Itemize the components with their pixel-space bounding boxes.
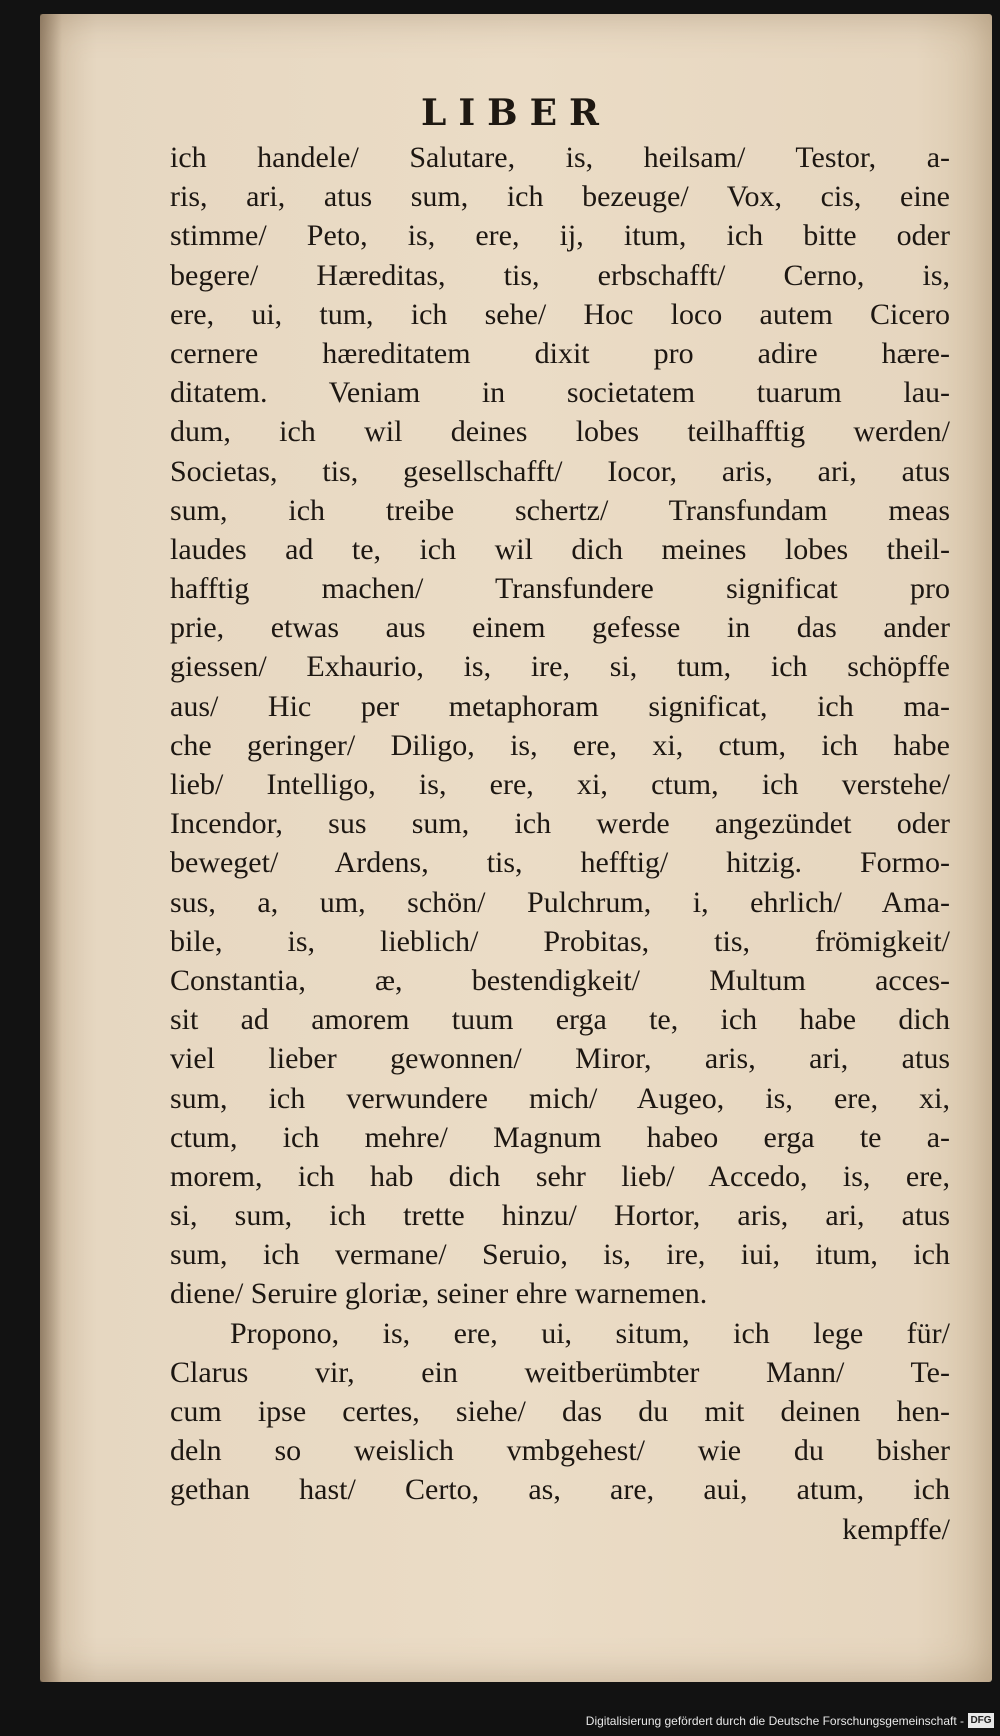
text-line: beweget/ Ardens, tis, hefftig/ hitzig. Formo- [170, 846, 950, 880]
text-block [170, 138, 950, 1549]
text-line: Societas, tis, gesellschafft/ Iocor, aris, ari, atus [170, 454, 950, 488]
text-line: Clarus vir, ein weitberümbter Mann/ Te- [170, 1355, 950, 1389]
text-line: sum, ich treibe schertz/ Transfundam meas [170, 493, 950, 527]
text-line: ditatem. Veniam in societatem tuarum lau- [170, 376, 950, 410]
text-line-paragraph-start: Propono, is, ere, ui, situm, ich lege für/ [230, 1316, 950, 1350]
text-line: begere/ Hæreditas, tis, erbschafft/ Cerno, is, [170, 258, 950, 292]
text-line: Incendor, sus sum, ich werde angezündet oder [170, 807, 950, 841]
text-line: ctum, ich mehre/ Magnum habeo erga te a- [170, 1120, 950, 1154]
text-line: cum ipse certes, siehe/ das du mit deinen hen- [170, 1395, 950, 1428]
text-line: ere, ui, tum, ich sehe/ Hoc loco autem Cicero [170, 297, 950, 331]
text-line: prie, etwas aus einem gefesse in das ander [170, 611, 950, 645]
text-line: stimme/ Peto, is, ere, ij, itum, ich bitte oder [170, 219, 950, 253]
text-line: che geringer/ Diligo, is, ere, xi, ctum, ich habe [170, 728, 950, 762]
running-head: LIBER [421, 92, 611, 134]
text-line: lieb/ Intelligo, is, ere, xi, ctum, ich verstehe/ [170, 768, 950, 801]
text-line: ich handele/ Salutare, is, heilsam/ Testor, a- [170, 141, 950, 174]
text-line: dum, ich wil deines lobes teilhafftig werden/ [170, 415, 950, 449]
text-line: si, sum, ich trette hinzu/ Hortor, aris, ari, atus [170, 1199, 950, 1233]
text-line: bile, is, lieblich/ Probitas, tis, frömigkeit/ [170, 924, 950, 958]
text-line: hafftig machen/ Transfundere significat pro [170, 572, 950, 606]
text-line: diene/ Seruire gloriæ, seiner ehre warnemen. [170, 1277, 708, 1311]
text-line: sus, a, um, schön/ Pulchrum, i, ehrlich/ Ama- [170, 885, 950, 919]
text-line: morem, ich hab dich sehr lieb/ Accedo, is, ere, [170, 1159, 950, 1193]
text-line: sum, ich verwundere mich/ Augeo, is, ere, xi, [170, 1081, 950, 1115]
text-line: cernere hæreditatem dixit pro adire hære- [170, 336, 950, 370]
digitization-credit: Digitalisierung gefördert durch die Deutsche Forschungsgemeinschaft - [585, 1714, 964, 1728]
text-line: sum, ich vermane/ Seruio, is, ire, iui, itum, ich [170, 1238, 950, 1272]
text-line: ris, ari, atus sum, ich bezeuge/ Vox, cis, eine [170, 180, 950, 214]
text-line: gethan hast/ Certo, as, are, aui, atum, ich [170, 1473, 950, 1507]
text-line: giessen/ Exhaurio, is, ire, si, tum, ich schöpffe [170, 650, 950, 684]
text-line: Constantia, æ, bestendigkeit/ Multum acces- [170, 963, 950, 997]
text-line: viel lieber gewonnen/ Miror, aris, ari, atus [170, 1042, 950, 1076]
text-line: laudes ad te, ich wil dich meines lobes theil- [170, 532, 950, 566]
dfg-logo: DFG [968, 1713, 994, 1728]
catchword: kempffe/ [842, 1512, 950, 1546]
text-line: aus/ Hic per metaphoram significat, ich ma- [170, 689, 950, 723]
text-line: deln so weislich vmbgehest/ wie du bisher [170, 1434, 950, 1468]
text-line: sit ad amorem tuum erga te, ich habe dich [170, 1003, 950, 1037]
